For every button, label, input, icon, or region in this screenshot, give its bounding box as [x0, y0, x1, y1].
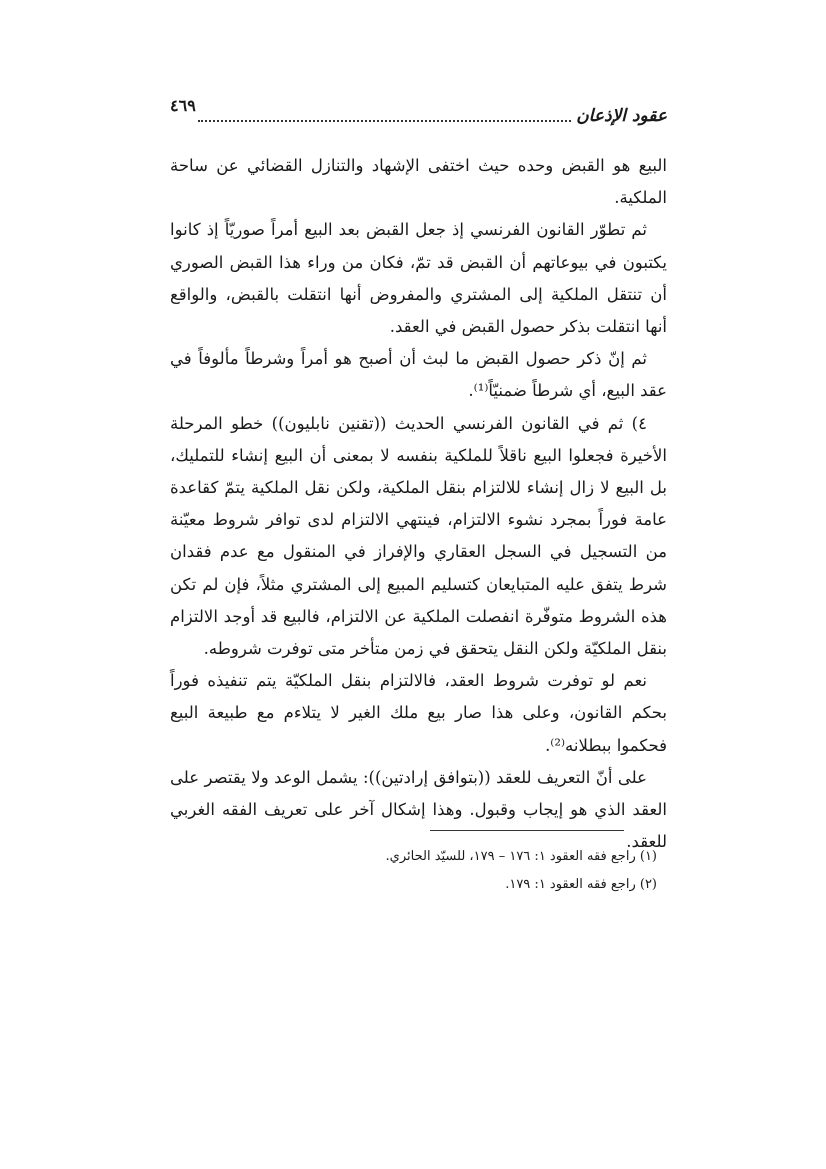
main-text	[170, 150, 667, 858]
footnote-separator	[430, 830, 624, 831]
footnote: (٢) راجع فقه العقود ١: ١٧٩.	[505, 877, 657, 892]
paragraph: ثم إنّ ذكر حصول القبض ما لبث أن أصبح هو أمراً وشرطاً مألوفاً في عقد البيع، أي شرطاً ضمنيّاً⁽¹⁾.	[170, 349, 667, 401]
paragraph: ثم تطوّر القانون الفرنسي إذ جعل القبض بعد البيع أمراً صوريّاً إذ كانوا يكتبون في بيوعاتهم أن القبض قد تمّ، فكان من وراء هذا القبض الصوري أن تنتقل الملكية إلى المشتري والمفروض أنها انتقلت بالقبض، والواقع أنها انتقلت بذكر حصول القبض في العقد.	[170, 220, 667, 337]
paragraph: البيع هو القبض وحده حيث اختفى الإشهاد والتنازل القضائي عن ساحة الملكية.	[170, 156, 667, 208]
running-title: عقود الإذعان	[572, 106, 667, 126]
paragraph: نعم لو توفرت شروط العقد، فالالتزام بنقل الملكيّة يتم تنفيذه فوراً بحكم القانون، وعلى هذا صار بيع ملك الغير لا يتلاءم مع طبيعة البيع فحكموا ببطلانه⁽²⁾.	[170, 671, 667, 755]
paragraph: على أنّ التعريف للعقد ((بتوافق إرادتين)): يشمل الوعد ولا يقتصر على العقد الذي هو إيجاب وقبول. وهذا إشكال آخر على تعريف الفقه الغربي للعقد.	[170, 767, 667, 852]
footnotes	[170, 843, 667, 899]
paragraph: ٤) ثم في القانون الفرنسي الحديث ((تقنين نابليون)) خطو المرحلة الأخيرة فجعلوا البيع ناقلاً للملكية بنفسه لا بمعنى أن البيع إنشاء للتمليك، بل البيع لا زال إنشاء للالتزام بنقل الملكية، ولكن نقل الملكية يتمّ كقاعدة عامة فوراً بمجرد نشوء الالتزام، فينتهي الالتزام لدى توافر شروط معيّنة من التسجيل في السجل العقاري والإفراز في المنقول مع عدم فقدان شرط يتفق عليه المتبايعان كتسليم المبيع إلى المشتري مثلاً، فإن لم تكن هذه الشروط متوفّرة انفصلت الملكية عن الالتزام، فالبيع قد أوجد الالتزام بنقل الملكيّة ولكن النقل يتحقق في زمن متأخر متى توفرت شروطه.	[170, 413, 667, 659]
footnote: (١) راجع فقه العقود ١: ١٧٦ – ١٧٩، للسيّد الحائري.	[385, 849, 657, 864]
page-header	[170, 96, 667, 128]
page-number: ٤٦٩	[170, 96, 199, 115]
